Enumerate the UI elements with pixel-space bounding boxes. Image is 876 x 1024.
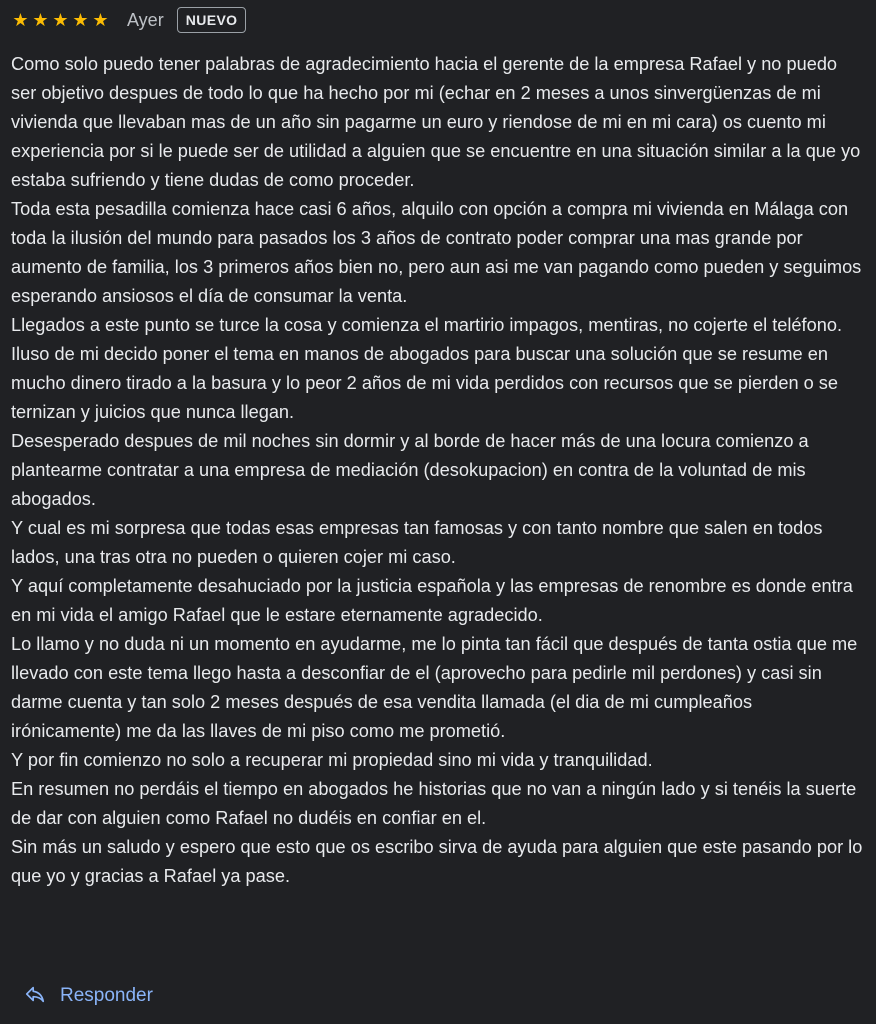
review-text bbox=[11, 50, 867, 891]
star-icon: ★ bbox=[72, 10, 89, 30]
review-paragraph: Y por fin comienzo no solo a recuperar mi propiedad sino mi vida y tranquilidad. bbox=[11, 750, 653, 770]
reply-button[interactable] bbox=[24, 982, 153, 1010]
review-date: Ayer bbox=[127, 9, 164, 30]
new-badge: NUEVO bbox=[177, 7, 247, 33]
review-paragraph: Y aquí completamente desahuciado por la justicia española y las empresas de renombre es donde entra en mi vida el amigo Rafael que le estare eternamente agradecido. bbox=[11, 576, 853, 625]
review-paragraph: Iluso de mi decido poner el tema en manos de abogados para buscar una solución que se resume en mucho dinero tirado a la basura y lo peor 2 años de mi vida perdidos con recursos que se pierden o se ternizan y juicios que nunca llegan. bbox=[11, 344, 839, 422]
review-paragraph: Llegados a este punto se turce la cosa y comienza el martirio impagos, mentiras, no cojerte el teléfono. bbox=[11, 315, 843, 335]
review-paragraph: Como solo puedo tener palabras de agradecimiento hacia el gerente de la empresa Rafael y no puedo ser objetivo despues de todo lo que ha hecho por mi (echar en 2 meses a unos sinvergüenzas de mi vivienda que llevaban mas de un año sin pagarme un euro y riendose de mi en mi cara) os cuento mi experiencia por si le puede ser de utilidad a alguien que se encuentre en una situación similar a la que yo estaba sufriendo y tiene dudas de como proceder. bbox=[11, 54, 861, 190]
star-icon: ★ bbox=[32, 10, 49, 30]
review-header bbox=[11, 4, 246, 36]
review-paragraph: Lo llamo y no duda ni un momento en ayudarme, me lo pinta tan fácil que después de tanta ostia que me llevado con este tema llego hasta a desconfiar de el (aprovecho para pedirle mil perdones) y casi sin darme cuenta y tan solo 2 meses después de esa vendita llamada (el dia de mi cumpleaños irónicamente) me da las llaves de mi piso como me prometió. bbox=[11, 634, 858, 741]
star-icon: ★ bbox=[92, 10, 109, 30]
review-paragraph: Desesperado despues de mil noches sin dormir y al borde de hacer más de una locura comienzo a plantearme contratar a una empresa de mediación (desokupacion) en contra de la voluntad de mis abogados. bbox=[11, 431, 809, 509]
review-paragraph: Sin más un saludo y espero que esto que os escribo sirva de ayuda para alguien que este pasando por lo que yo y gracias a Rafael ya pase. bbox=[11, 837, 863, 886]
star-rating bbox=[11, 11, 110, 29]
review-paragraph: Y cual es mi sorpresa que todas esas empresas tan famosas y con tanto nombre que salen en todos lados, una tras otra no pueden o quieren cojer mi caso. bbox=[11, 518, 823, 567]
reply-label: Responder bbox=[60, 985, 153, 1006]
star-icon: ★ bbox=[52, 10, 69, 30]
star-icon: ★ bbox=[12, 10, 29, 30]
review-paragraph: Toda esta pesadilla comienza hace casi 6 años, alquilo con opción a compra mi vivienda en Málaga con toda la ilusión del mundo para pasados los 3 años de contrato poder comprar una mas grande por aumento de familia, los 3 primeros años bien no, pero aun asi me van pagando como pueden y seguimos esperando ansiosos el día de consumar la venta. bbox=[11, 199, 862, 306]
reply-arrow-icon bbox=[24, 983, 46, 1010]
review-paragraph: En resumen no perdáis el tiempo en abogados he historias que no van a ningún lado y si tenéis la suerte de dar con alguien como Rafael no dudéis en confiar en el. bbox=[11, 779, 857, 828]
